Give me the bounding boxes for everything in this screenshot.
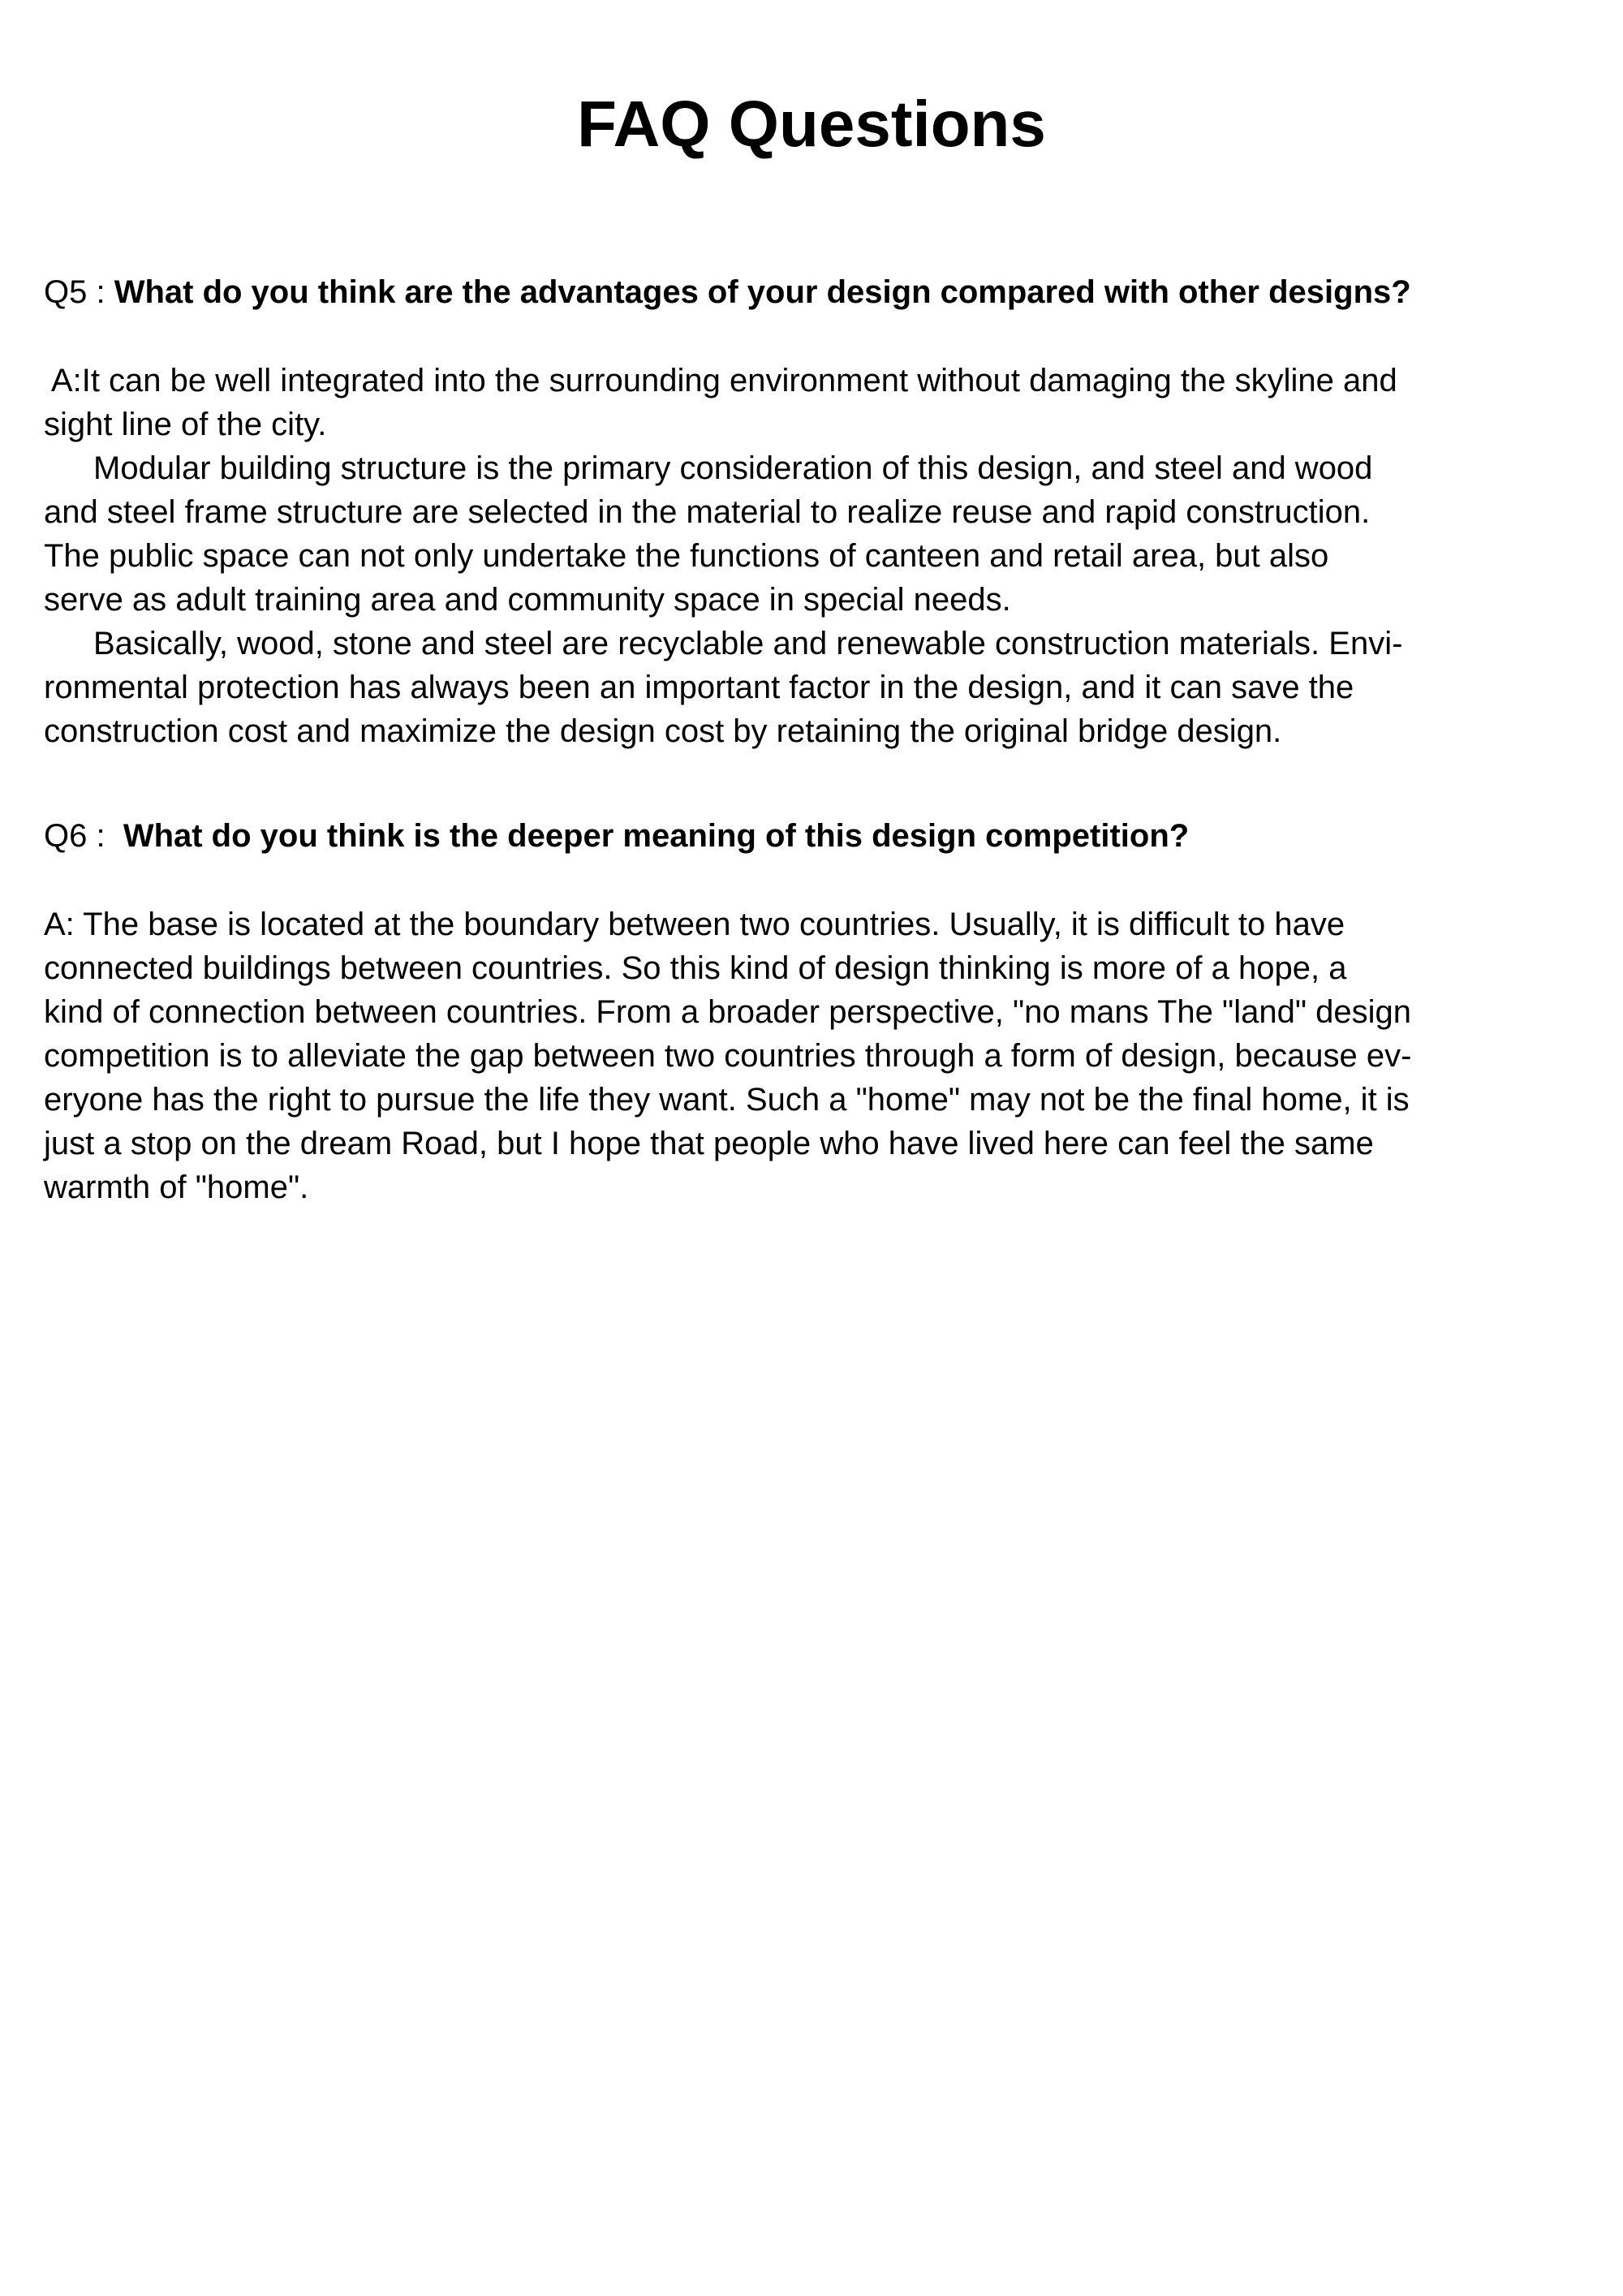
answer-5-line: The public space can not only undertake the functions of canteen and retail area, but also bbox=[44, 538, 1329, 574]
answer-6-line: warmth of "home". bbox=[44, 1170, 309, 1205]
question-5 bbox=[44, 270, 1602, 314]
answer-5 bbox=[44, 359, 1602, 753]
answer-5-line: sight line of the city. bbox=[44, 407, 327, 442]
answer-6-line: kind of connection between countries. From a broader perspective, "no mans The "land" design bbox=[44, 994, 1412, 1030]
answer-6 bbox=[44, 902, 1602, 1209]
answer-6-line: connected buildings between countries. So this kind of design thinking is more of a hope, a bbox=[44, 950, 1347, 986]
answer-5-line: Modular building structure is the primary consideration of this design, and steel and wood bbox=[93, 450, 1373, 486]
question-6 bbox=[44, 814, 1602, 858]
answer-5-line: construction cost and maximize the design cost by retaining the original bridge design. bbox=[44, 713, 1282, 749]
question-5-text: What do you think are the advantages of your design compared with other designs? bbox=[114, 274, 1411, 310]
answer-5-line: Basically, wood, stone and steel are recyclable and renewable construction materials. Envi- bbox=[93, 626, 1403, 661]
page-title: FAQ Questions bbox=[577, 88, 1046, 160]
answer-5-line: and steel frame structure are selected in the material to realize reuse and rapid construction. bbox=[44, 494, 1371, 530]
question-6-prefix: Q6 : bbox=[44, 818, 123, 854]
answer-5-line: A:It can be well integrated into the surrounding environment without damaging the skyline and bbox=[44, 363, 1397, 398]
question-5-prefix: Q5 : bbox=[44, 274, 114, 310]
answer-5-line: serve as adult training area and community space in special needs. bbox=[44, 582, 1011, 618]
question-6-text: What do you think is the deeper meaning of this design competition? bbox=[123, 818, 1190, 854]
answer-6-line: just a stop on the dream Road, but I hope that people who have lived here can feel the same bbox=[44, 1126, 1374, 1161]
answer-6-line: A: The base is located at the boundary between two countries. Usually, it is difficult to have bbox=[44, 907, 1345, 942]
answer-6-line: eryone has the right to pursue the life they want. Such a "home" may not be the final home, it is bbox=[44, 1082, 1410, 1118]
answer-6-line: competition is to alleviate the gap between two countries through a form of design, because ev- bbox=[44, 1038, 1412, 1074]
answer-5-line: ronmental protection has always been an important factor in the design, and it can save the bbox=[44, 670, 1354, 705]
